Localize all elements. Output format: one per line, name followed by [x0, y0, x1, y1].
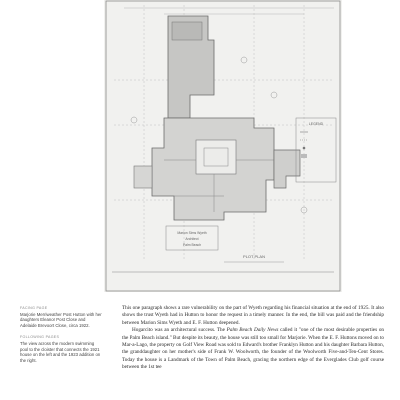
following-pages-caption: The view across the modern swimming pool to the cloister that connects the 1921 house on the left and the 1923 addition on the right.	[20, 341, 101, 363]
paragraph-2-rest: called it "one of the most desirable properties on the Palm Beach island." But despite its beauty, the house was still too small for Marjorie. When the E. F. Huttons moved on to Mar-a-Lago, the property on Golf View Road was sold to Edward's brother Franklyn Hutton and his daughter Barbara Hutton, the granddaughter on her mother's side of Frank W. Woolworth, the founder of the Woolworth Five-and-Ten-Cent Stores. Today the house is a Landmark of the Town of Palm Beach, gracing the northern edge of the Everglades Club golf course between the 1st tee	[122, 327, 385, 370]
facing-page-caption: Marjorie Merriweather Post Hutton with her daughters Eleanor Post Close and Adelaide Brevoort Close, circa 1922.	[20, 311, 102, 328]
newspaper-title: Palm Beach Daily News	[226, 327, 279, 334]
paragraph-2	[122, 327, 384, 371]
following-pages-heading: FOLLOWING PAGES	[20, 335, 60, 340]
stamp-line-3: Palm Beach	[182, 243, 202, 247]
body-text	[122, 305, 384, 371]
sidebar-captions	[20, 306, 102, 370]
plot-plan-label: PLOT PLAN	[243, 254, 265, 259]
paragraph-2-start: Hogarcito was an architectural success. The	[132, 327, 227, 334]
stamp-line-2: Architect	[185, 237, 199, 241]
stamp-line-1: Marion Sims Wyeth	[177, 231, 207, 235]
paragraph-1: This one paragraph shows a rare vulnerability on the part of Wyeth regarding his financial situation at the end of 1925. It also shows the trust Wyeth had in Hutton to honor the request in a timely manner. In the end, the bill was paid and the friendship between Marion Sims Wyeth and E. F. Hutton deepened.	[122, 305, 384, 326]
facing-page-heading: FACING PAGE	[20, 306, 48, 310]
legend-label: LEGEND	[308, 122, 324, 126]
architectural-site-plan	[104, 0, 342, 292]
site-plan-drawing	[104, 0, 342, 292]
